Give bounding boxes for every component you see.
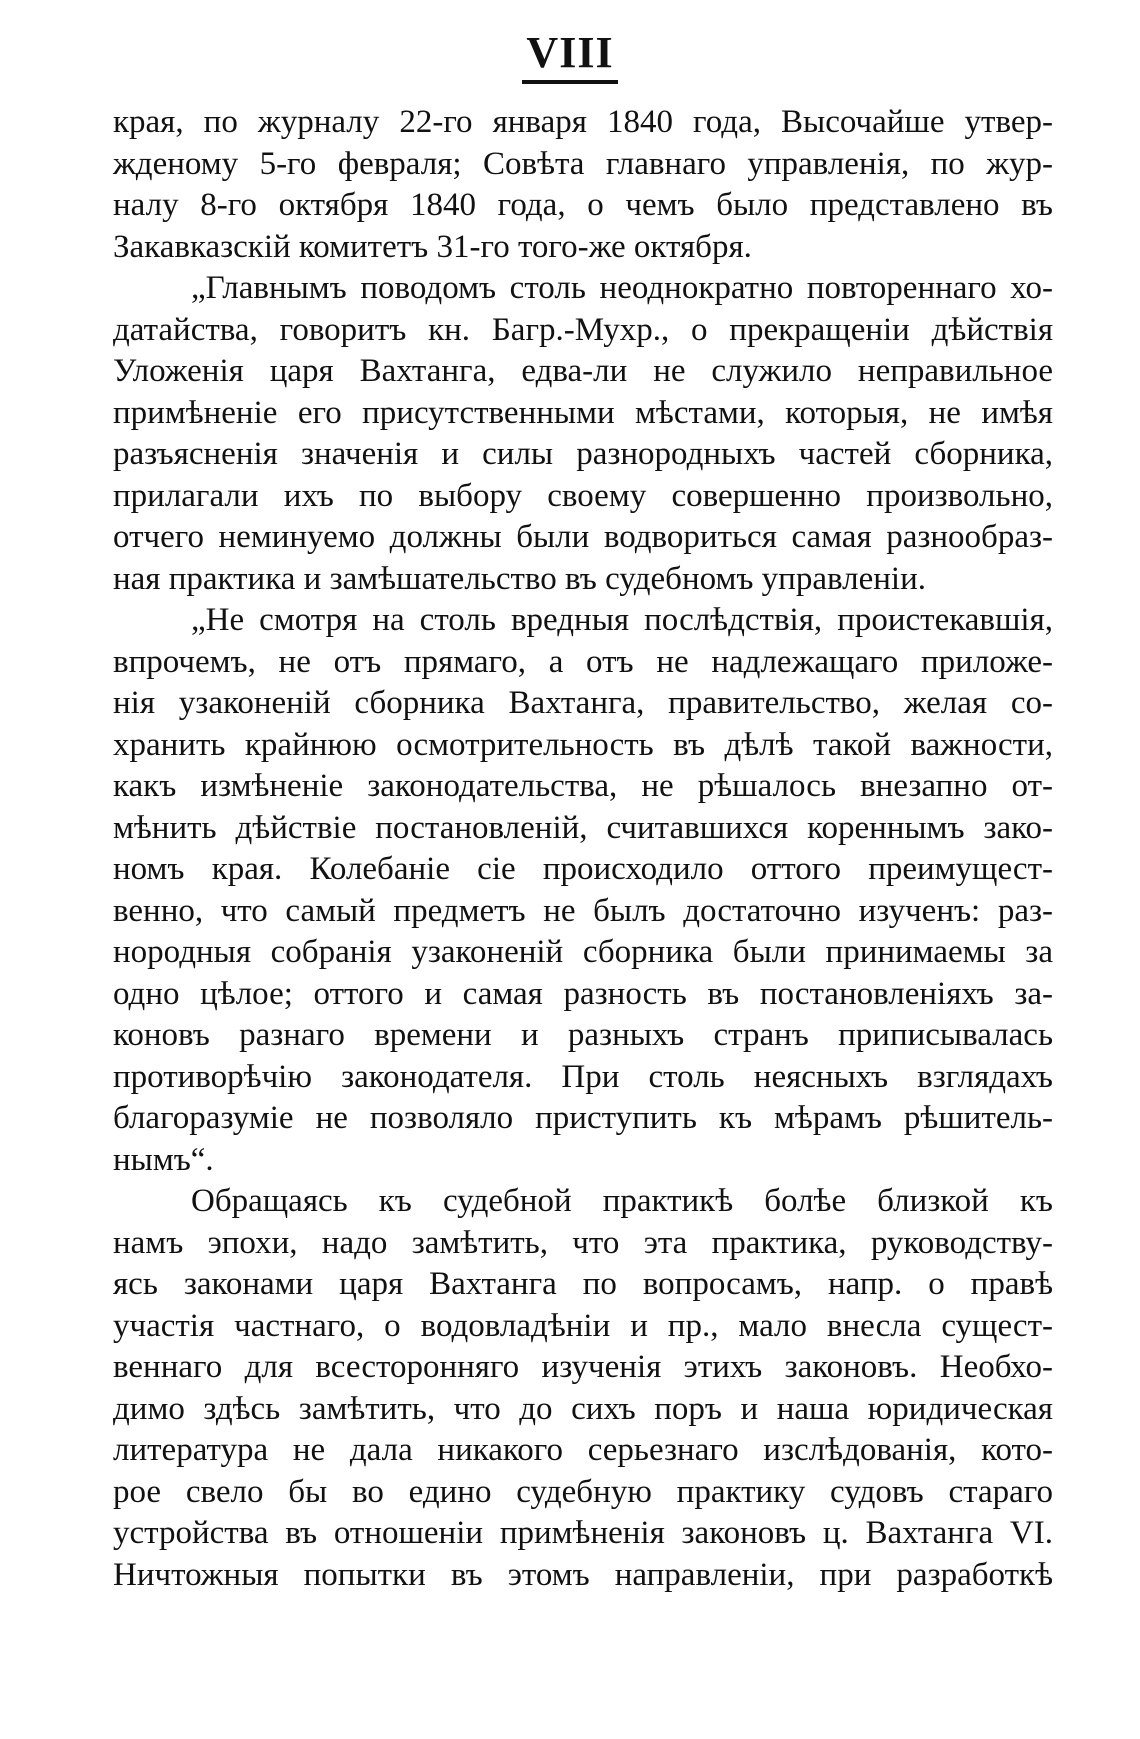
text-line: „Не смотря на столь вредныя послѣдствія, проистекавшія, <box>191 602 1053 638</box>
text-line: отчего неминуемо должны были водвориться самая разнообраз- <box>113 519 1053 555</box>
text-line: участія частнаго, о водовладѣніи и пр., мало внесла сущест- <box>113 1307 1053 1344</box>
text-line: мѣнить дѣйствіе постановленій, считавшихся кореннымъ зако- <box>113 809 1053 846</box>
text-line: впрочемъ, не отъ прямаго, а отъ не надлежащаго приложе- <box>113 643 1053 680</box>
text-line: нымъ“. <box>113 1141 214 1178</box>
text-line: Уложенія царя Вахтанга, едва-ли не служило неправильное <box>113 353 1053 389</box>
text-line: какъ измѣненіе законодательства, не рѣшалось внезапно от- <box>113 768 1053 804</box>
text-line: Обращаясь къ судебной практикѣ болѣе близкой къ <box>191 1183 1053 1219</box>
text-line: веннаго для всесторонняго изученія этихъ законовъ. Необхо- <box>113 1349 1053 1385</box>
text-line: димо здѣсь замѣтить, что до сихъ поръ и наша юридическая <box>113 1390 1053 1427</box>
body-text <box>113 102 1053 1596</box>
paragraph <box>113 268 1053 600</box>
text-line: края, по журналу 22-го января 1840 года, Высочайше утвер- <box>113 104 1053 140</box>
text-line: примѣненіе его присутственными мѣстами, которыя, не имѣя <box>113 394 1053 431</box>
paragraph <box>113 1181 1053 1596</box>
text-line: литература не дала никакого серьезнаго изслѣдованія, кото- <box>113 1432 1053 1468</box>
text-line: противорѣчію законодателя. При столь неясныхъ взглядахъ <box>113 1058 1053 1095</box>
text-line: прилагали ихъ по выбору своему совершенно произвольно, <box>113 477 1053 514</box>
text-line: рое свело бы во едино судебную практику судовъ стараго <box>113 1473 1053 1510</box>
text-line: устройства въ отношеніи примѣненія законовъ ц. Вахтанга VI. <box>113 1515 1053 1551</box>
text-line: нородныя собранія узаконеній сборника были принимаемы за <box>113 934 1053 970</box>
text-line: разъясненія значенія и силы разнородныхъ частей сборника, <box>113 436 1053 472</box>
page-number-text: VIII <box>522 28 617 84</box>
text-line: одно цѣлое; оттого и самая разность въ постановленіяхъ за- <box>113 975 1053 1012</box>
text-line: намъ эпохи, надо замѣтить, что эта практика, руководству- <box>113 1224 1053 1261</box>
paragraph <box>113 600 1053 1181</box>
page-number <box>0 28 1140 84</box>
text-line: венно, что самый предметъ не былъ достаточно изученъ: раз- <box>113 892 1053 929</box>
text-line: налу 8-го октября 1840 года, о чемъ было представлено въ <box>113 187 1053 223</box>
text-line: ная практика и замѣшательство въ судебномъ управленіи. <box>113 560 926 597</box>
text-line: Закавказскій комитетъ 31-го того-же октября. <box>113 228 752 265</box>
text-line: Ничтожныя попытки въ этомъ направленіи, при разработкѣ <box>113 1556 1053 1593</box>
text-line: „Главнымъ поводомъ столь неоднократно повтореннаго хо- <box>191 270 1053 306</box>
paragraph <box>113 102 1053 268</box>
text-line: нія узаконеній сборника Вахтанга, правительство, желая со- <box>113 685 1053 721</box>
text-line: датайства, говоритъ кн. Багр.-Мухр., о прекращеніи дѣйствія <box>113 311 1053 348</box>
text-line: коновъ разнаго времени и разныхъ странъ приписывалась <box>113 1017 1053 1053</box>
text-line: ясь законами царя Вахтанга по вопросамъ, напр. о правѣ <box>113 1266 1053 1302</box>
text-line: номъ края. Колебаніе сіе происходило оттого преимущест- <box>113 851 1053 887</box>
text-line: благоразуміе не позволяло приступить къ мѣрамъ рѣшитель- <box>113 1100 1053 1136</box>
text-line: жденому 5-го февраля; Совѣта главнаго управленія, по жур- <box>113 145 1053 182</box>
text-line: хранить крайнюю осмотрительность въ дѣлѣ такой важности, <box>113 726 1053 763</box>
